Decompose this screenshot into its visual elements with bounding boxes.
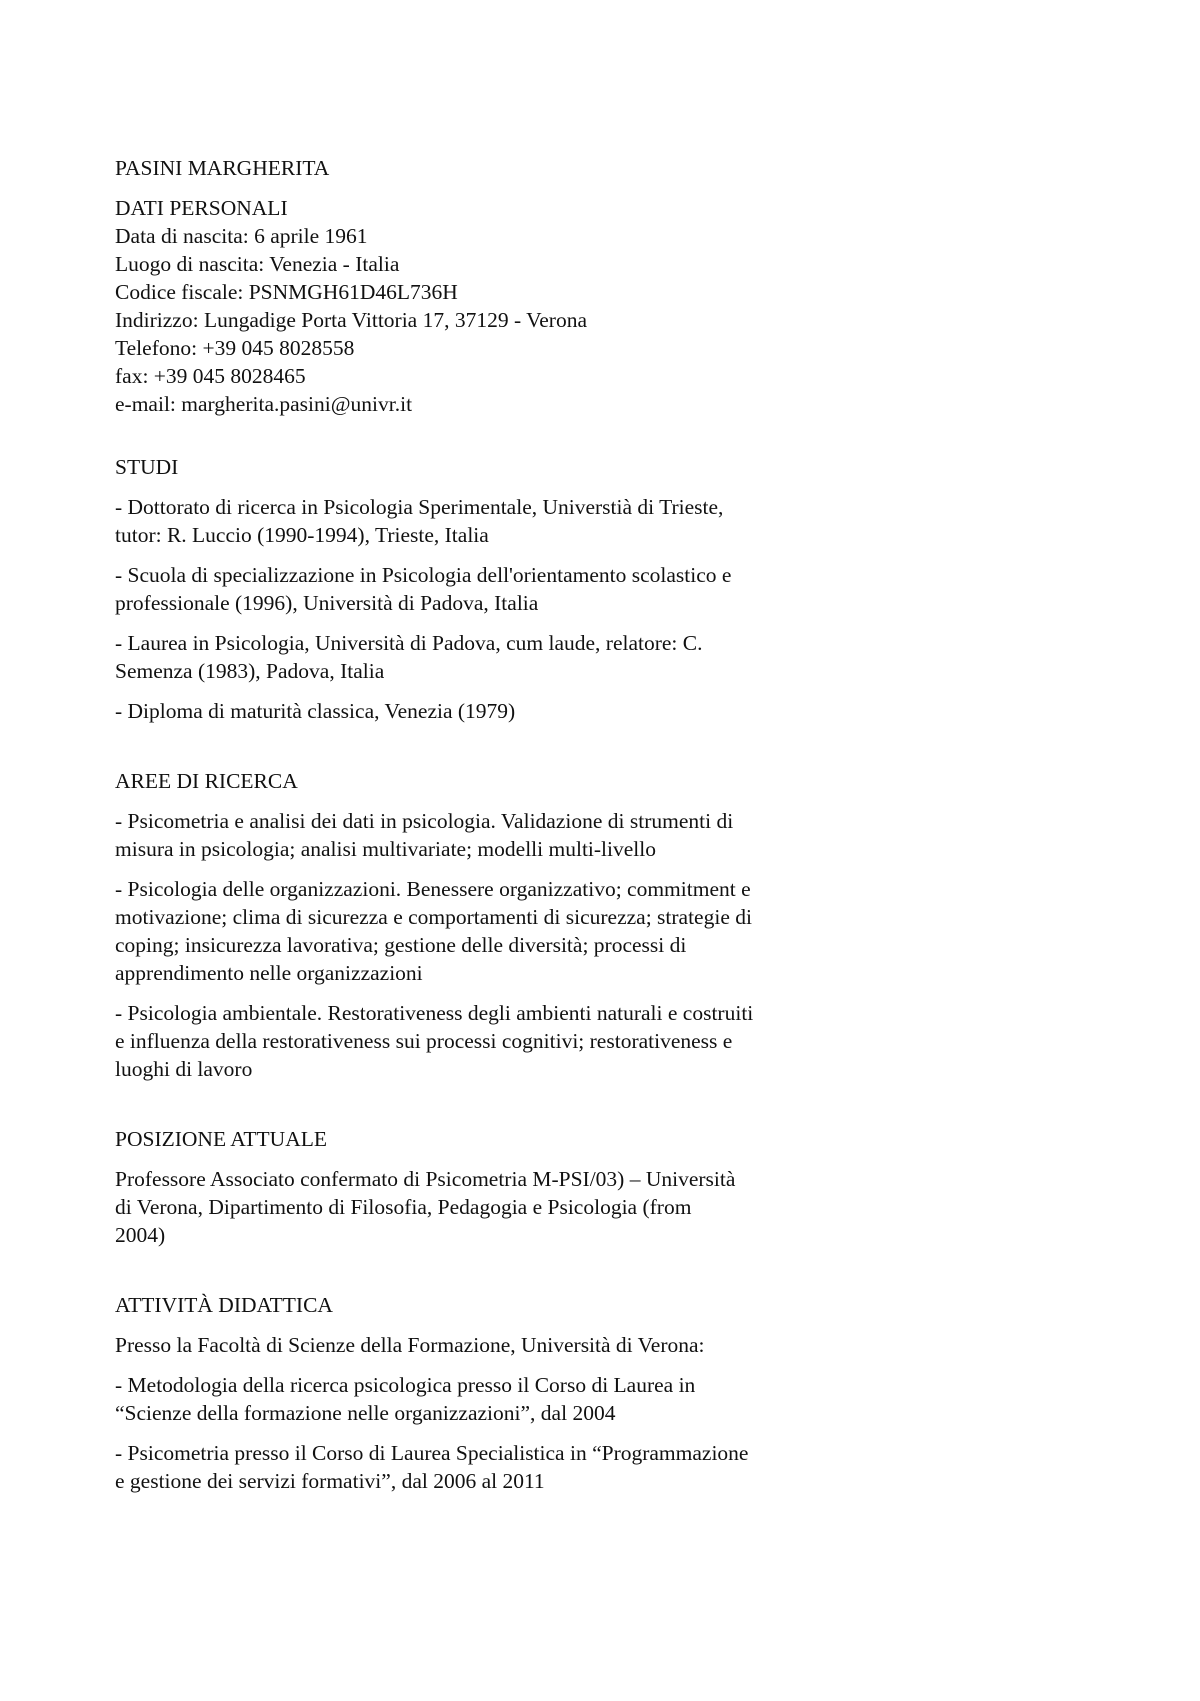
research-area-line: - Psicologia ambientale. Restorativeness degli ambienti naturali e costruiti — [115, 1001, 754, 1025]
studies-item-line: - Dottorato di ricerca in Psicologia Sperimentale, Universtià di Trieste, — [115, 495, 724, 519]
studies-item-line: Semenza (1983), Padova, Italia — [115, 659, 385, 683]
teaching-line: “Scienze della formazione nelle organizzazioni”, dal 2004 — [115, 1401, 616, 1425]
research-area-line: - Psicologia delle organizzazioni. Benessere organizzativo; commitment e — [115, 877, 751, 901]
personal-email: e-mail: margherita.pasini@univr.it — [115, 392, 413, 416]
current-position-line: 2004) — [115, 1223, 166, 1247]
studies-item — [115, 629, 855, 685]
teaching-line: - Metodologia della ricerca psicologica presso il Corso di Laurea in — [115, 1373, 696, 1397]
research-area-item — [115, 875, 855, 987]
personal-birth-date: Data di nascita: 6 aprile 1961 — [115, 224, 368, 248]
teaching-item — [115, 1439, 855, 1495]
studies-item — [115, 697, 855, 725]
personal-phone: Telefono: +39 045 8028558 — [115, 336, 355, 360]
research-area-line: apprendimento nelle organizzazioni — [115, 961, 423, 985]
studies-item — [115, 493, 855, 549]
personal-address: Indirizzo: Lungadige Porta Vittoria 17, 37129 - Verona — [115, 308, 588, 332]
section-research-areas — [115, 767, 855, 1083]
personal-birth-place: Luogo di nascita: Venezia - Italia — [115, 252, 400, 276]
section-current-position — [115, 1125, 855, 1249]
research-area-line: - Psicometria e analisi dei dati in psicologia. Validazione di strumenti di — [115, 809, 734, 833]
personal-fax: fax: +39 045 8028465 — [115, 364, 306, 388]
teaching-line: e gestione dei servizi formativi”, dal 2006 al 2011 — [115, 1469, 545, 1493]
research-area-line: misura in psicologia; analisi multivariate; modelli multi-livello — [115, 837, 656, 861]
section-heading-personal: DATI PERSONALI — [115, 196, 288, 220]
section-heading-studies: STUDI — [115, 455, 179, 479]
research-area-line: motivazione; clima di sicurezza e comportamenti di sicurezza; strategie di — [115, 905, 752, 929]
section-heading-research-areas: AREE DI RICERCA — [115, 769, 298, 793]
current-position-line: di Verona, Dipartimento di Filosofia, Pedagogia e Psicologia (from — [115, 1195, 692, 1219]
current-position-text — [115, 1165, 855, 1249]
current-position-line: Professore Associato confermato di Psicometria M-PSI/03) – Università — [115, 1167, 736, 1191]
studies-item-line: - Scuola di specializzazione in Psicologia dell'orientamento scolastico e — [115, 563, 732, 587]
studies-item-line: professionale (1996), Università di Padova, Italia — [115, 591, 539, 615]
research-area-line: luoghi di lavoro — [115, 1057, 253, 1081]
studies-item — [115, 561, 855, 617]
teaching-line: - Psicometria presso il Corso di Laurea Specialistica in “Programmazione — [115, 1441, 749, 1465]
studies-item-line: tutor: R. Luccio (1990-1994), Trieste, Italia — [115, 523, 489, 547]
teaching-line: Presso la Facoltà di Scienze della Formazione, Università di Verona: — [115, 1333, 705, 1357]
studies-item-line: - Diploma di maturità classica, Venezia (1979) — [115, 699, 516, 723]
section-heading-current-position: POSIZIONE ATTUALE — [115, 1127, 327, 1151]
research-area-line: coping; insicurezza lavorativa; gestione delle diversità; processi di — [115, 933, 687, 957]
teaching-intro — [115, 1331, 855, 1359]
research-area-item — [115, 807, 855, 863]
section-studies — [115, 453, 855, 725]
research-area-item — [115, 999, 855, 1083]
cv-page — [115, 154, 855, 1495]
section-personal-data — [115, 194, 855, 418]
person-name: PASINI MARGHERITA — [115, 156, 330, 180]
studies-item-line: - Laurea in Psicologia, Università di Padova, cum laude, relatore: C. — [115, 631, 703, 655]
teaching-item — [115, 1371, 855, 1427]
research-area-line: e influenza della restorativeness sui processi cognitivi; restorativeness e — [115, 1029, 733, 1053]
section-teaching — [115, 1291, 855, 1495]
personal-tax-code: Codice fiscale: PSNMGH61D46L736H — [115, 280, 458, 304]
section-heading-teaching: ATTIVITÀ DIDATTICA — [115, 1293, 333, 1317]
